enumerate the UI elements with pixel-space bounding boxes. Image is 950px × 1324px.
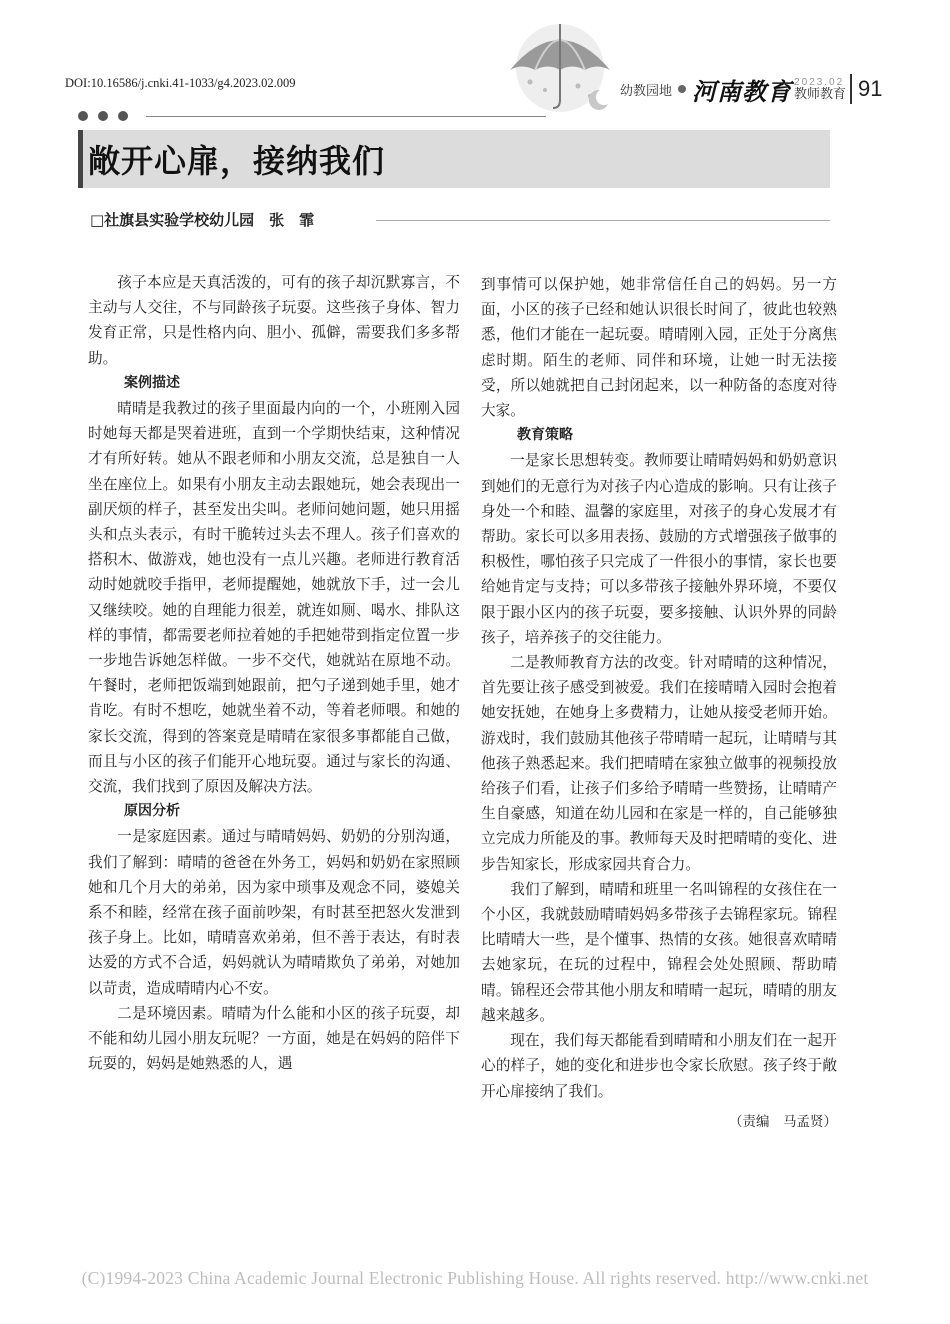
editor-credit: （责编 马孟贤）	[729, 1113, 837, 1130]
case-paragraph: 晴晴是我教过的孩子里面最内向的一个，小班刚入园时她每天都是哭着进班，直到一个学期快结束，这种情况才有所好转。她从不跟老师和小朋友交流，总是独自一人坐在座位上。如果有小朋友主动去跟她玩，她会表现出一副厌烦的样子，甚至发出尖叫。老师问她问题，她只用摇头和点头表示，有时干脆转过头去不理人。孩子们喜欢的搭积木、做游戏，她也没有一点儿兴趣。老师进行教育活动时她就咬手指甲，老师提醒她，她就放下手，过一会儿又继续咬。她的自理能力很差，就连如厕、喝水、排队这样的事情，都需要老师拉着她的手把她带到指定位置一步一步地告诉她怎样做。一步不交代，她就站在原地不动。午餐时，老师把饭端到她跟前，把勺子递到她手里，她才肯吃。有时不想吃，她就坐着不动，等着老师喂。和她的家长交流，得到的答案竟是晴晴在家很多事都能自己做，而且与小区的孩子们能开心地玩耍。通过与家长的沟通、交流，我们找到了原因及解决方法。	[88, 400, 460, 796]
page-number: 91	[858, 76, 883, 101]
heading-reason: 原因分析	[124, 803, 180, 820]
title-banner	[78, 130, 830, 188]
doi-text: DOI:10.16586/j.cnki.41-1033/g4.2023.02.009	[65, 76, 296, 90]
umbrella-logo	[500, 20, 620, 120]
reason-environment-paragraph: 二是环境因素。晴晴为什么能和小区的孩子玩耍，却不能和幼儿园小朋友玩呢？一方面，她是在妈妈的陪伴下玩耍的，妈妈是她熟悉的人，遇	[88, 1004, 460, 1073]
journal-header	[620, 73, 883, 105]
heading-case: 案例描述	[124, 374, 180, 391]
brand-subtitle	[794, 78, 846, 101]
page-number-divider	[850, 74, 852, 104]
reason-environment-continued: 到事情可以保护她，她非常信任自己的妈妈。另一方面，小区的孩子已经和她认识很长时间了，彼此也较熟悉，他们才能在一起玩耍。晴晴刚入园，正处于分离焦虑时期。陌生的老师、同伴和环境，让她一时无法接受，所以她就把自己封闭起来，以一种防备的态度对待大家。	[481, 276, 837, 420]
article-title: 敞开心扉，接纳我们	[88, 142, 386, 180]
intro-paragraph: 孩子本应是天真活泼的，可有的孩子却沉默寡言，不主动与人交往，不与同龄孩子玩耍。这些孩子身体、智力发育正常，只是性格内向、胆小、孤僻，需要我们多多帮助。	[88, 274, 460, 367]
left-column	[88, 270, 460, 1077]
journal-brand: 河南教育	[692, 76, 793, 106]
heading-strategy: 教育策略	[517, 427, 573, 444]
author-line: □社旗县实验学校幼儿园 张 霏	[90, 211, 315, 229]
header-rule	[146, 116, 546, 117]
journal-subtitle: 教师教育	[794, 86, 847, 102]
separator-dot-icon	[678, 85, 686, 93]
dot-icon	[78, 111, 88, 121]
right-column	[481, 272, 837, 1135]
copyright-footer: (C)1994-2023 China Academic Journal Electronic Publishing House. All rights reserved. http://www.cnki.net	[81, 1268, 869, 1288]
reason-family-paragraph: 一是家庭因素。通过与晴晴妈妈、奶奶的分别沟通，我们了解到：晴晴的爸爸在外务工，妈妈和奶奶在家照顾她和几个月大的弟弟，因为家中琐事及观念不同，婆媳关系不和睦，经常在孩子面前吵架，有时甚至把怒火发泄到孩子身上。比如，晴晴喜欢弟弟，但不善于表达，有时表达爱的方式不合适，妈妈就认为晴晴欺负了弟弟，对她加以苛责，造成晴晴内心不安。	[88, 828, 460, 997]
dot-icon	[98, 111, 108, 121]
section-label: 幼教园地	[620, 83, 673, 99]
decorative-dots	[78, 111, 556, 121]
conclusion-paragraph: 现在，我们每天都能看到晴晴和小朋友们在一起开心的样子，她的变化和进步也令家长欣慰。孩子终于敞开心扉接纳了我们。	[481, 1032, 837, 1100]
dot-icon	[118, 111, 128, 121]
friend-paragraph: 我们了解到，晴晴和班里一名叫锦程的女孩住在一个小区，我就鼓励晴晴妈妈多带孩子去锦程家玩。锦程比晴晴大一些，是个懂事、热情的女孩。她很喜欢晴晴去她家玩，在玩的过程中，锦程会处处照顾、帮助晴晴。锦程还会带其他小朋友和晴晴一起玩，晴晴的朋友越来越多。	[481, 880, 837, 1024]
strategy-parents-paragraph: 一是家长思想转变。教师要让晴晴妈妈和奶奶意识到她们的无意行为对孩子内心造成的影响。只有让孩子身处一个和睦、温馨的家庭里，对孩子的身心发展才有帮助。家长可以多用表扬、鼓励的方式增强孩子做事的积极性，哪怕孩子只完成了一件很小的事情，家长也要给她肯定与支持；可以多带孩子接触外界环境，不要仅限于跟小区内的孩子玩耍，要多接触、认识外界的同龄孩子，培养孩子的交往能力。	[481, 452, 837, 646]
strategy-teacher-paragraph: 二是教师教育方法的改变。针对晴晴的这种情况，首先要让孩子感受到被爱。我们在接晴晴入园时会抱着她安抚她，在她身上多费精力，让她从接受老师开始。游戏时，我们鼓励其他孩子带晴晴一起玩，让晴晴与其他孩子熟悉起来。我们把晴晴在家独立做事的视频投放给孩子们看，让孩子们多给予晴晴一些赞扬，让晴晴产生自豪感，知道在幼儿园和在家是一样的，自己能够独立完成力所能及的事。教师每天及时把晴晴的变化、进步告知家长，形成家园共育合力。	[481, 654, 837, 873]
issue-year: 2023.02	[794, 76, 845, 88]
author-rule	[376, 220, 830, 221]
